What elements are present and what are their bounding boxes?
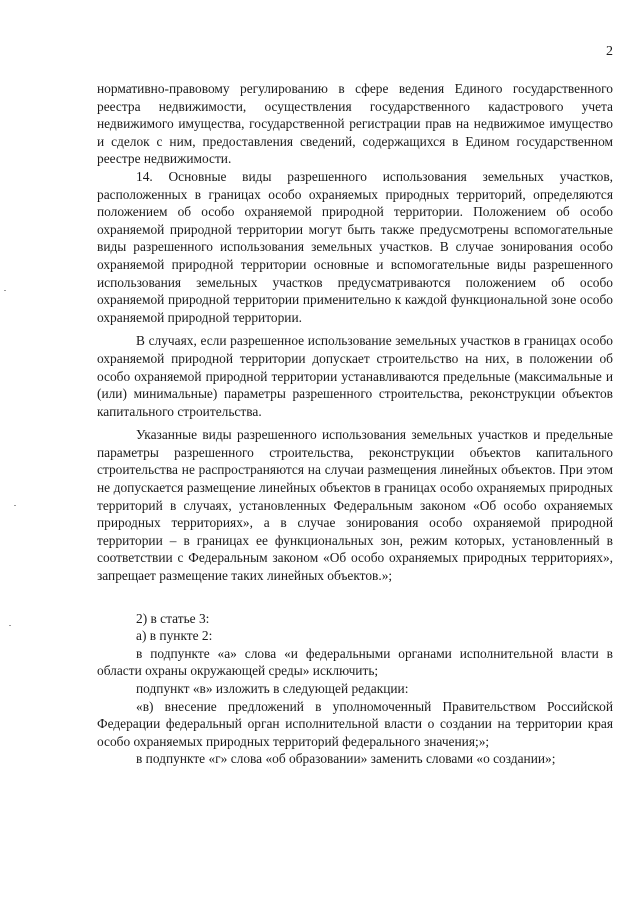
scan-speck: [9, 625, 11, 626]
paragraph: а) в пункте 2:: [136, 628, 213, 644]
paragraph: нормативно-правовому регулированию в сфере ведения Единого государственного реестра недвижимости, осуществления государственного кадастрового учета недвижимого имущества, государственной регистрации прав на недвижимое имущество и сделок с ним, предоставления сведений, содержащихся в Едином государственном реестре недвижимости.: [97, 81, 613, 167]
scan-speck: [14, 505, 16, 506]
paragraph: в подпункте «а» слова «и федеральными органами исполнительной власти в области охраны окружающей среды» исключить;: [97, 645, 613, 679]
document-body: [97, 80, 613, 768]
paragraph: В случаях, если разрешенное использование земельных участков в границах особо охраняемой природной территории допускает строительство на них, в положении об особо охраняемой природной территории устанавливаются предельные (максимальные и (или) минимальные) параметры разрешенного строительства, реконструкции объектов капитального строительства.: [97, 333, 613, 419]
paragraph: Указанные виды разрешенного использования земельных участков и предельные параметры разрешенного строительства, реконструкции объектов капитального строительства не распространяются на случаи размещения линейных объектов. При этом не допускается размещение линейных объектов в границах особо охраняемых природных территорий в случаях, установленных Федеральным законом «Об особо охраняемых природных территориях», а в случае зонирования особо охраняемой природной территории – в границах ее функциональных зон, режим которых, установленный в соответствии с Федеральным законом «Об особо охраняемых природных территориях», запрещает размещение таких линейных объектов.»;: [97, 427, 613, 584]
paragraph: подпункт «в» изложить в следующей редакции:: [136, 681, 409, 696]
page-number: 2: [606, 44, 613, 59]
scan-speck: [4, 290, 6, 291]
paragraph: 2) в статье 3:: [136, 610, 210, 626]
paragraph: в подпункте «г» слова «об образовании» заменить словами «о создании»;: [136, 751, 556, 767]
paragraph: «в) внесение предложений в уполномоченный Правительством Российской Федерации федеральный орган исполнительной власти о создании на территории края особо охраняемых природных территорий федерального значения;»;: [97, 698, 613, 749]
paragraph: 14. Основные виды разрешенного использования земельных участков, расположенных в границах особо охраняемых природных территорий, определяются положением об особо охраняемой природной территории. Положением об особо охраняемой природной территории могут быть также предусмотрены вспомогательные виды разрешенного использования земельных участков. В случае зонирования особо охраняемой природной территории основные и вспомогательные виды разрешенного использования земельных участков предусматриваются положением об особо охраняемой природной территории применительно к каждой функциональной зоне особо охраняемой природной территории.: [97, 168, 613, 325]
